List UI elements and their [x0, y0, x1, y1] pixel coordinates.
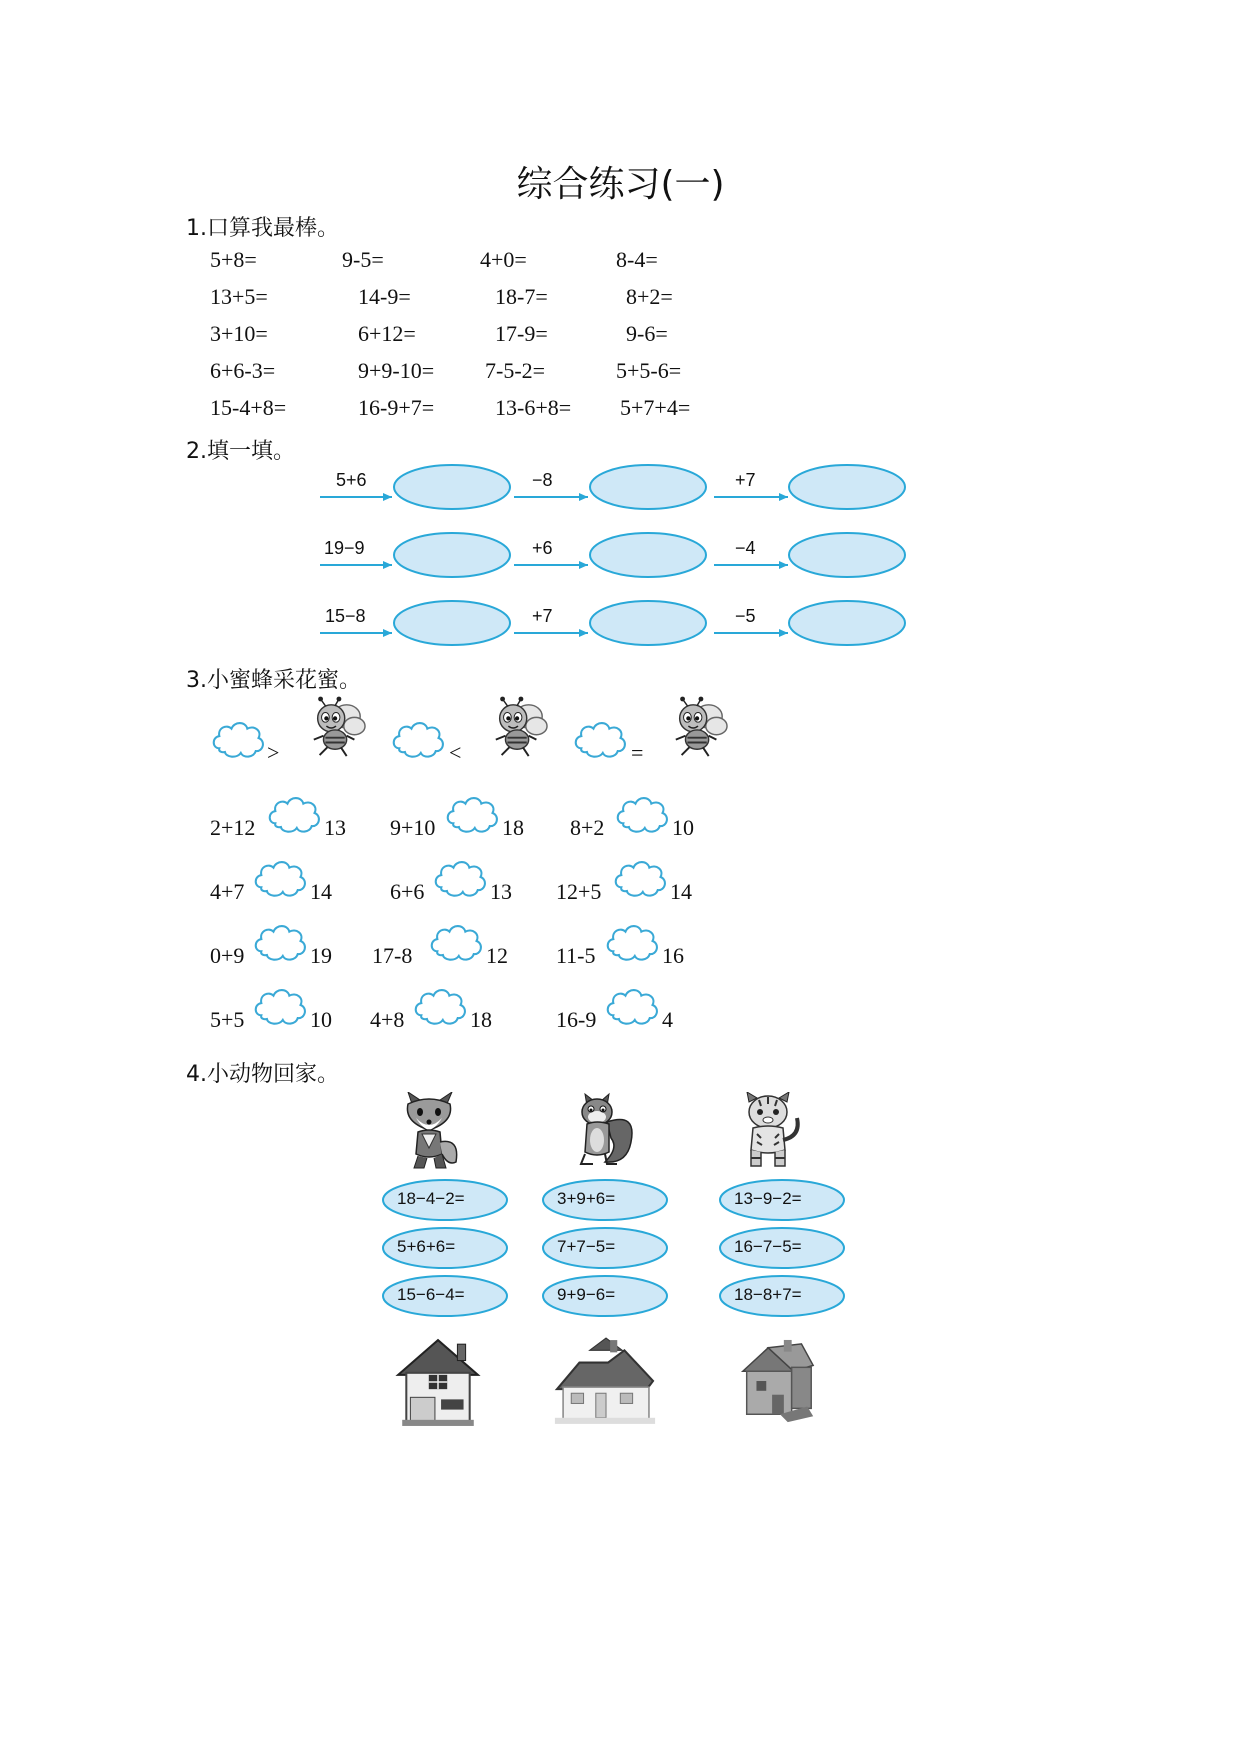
compare-right-number: 4 [662, 1007, 673, 1032]
arithmetic-problem[interactable]: 9-6= [626, 321, 668, 346]
chain-operation-label: −8 [532, 470, 553, 490]
compare-left-expression: 2+12 [210, 815, 256, 840]
arithmetic-problem[interactable]: 6+6-3= [210, 358, 276, 383]
page-title: 综合练习(一) [516, 164, 725, 205]
arithmetic-problem[interactable]: 5+5-6= [616, 358, 682, 383]
compare-left-expression: 4+7 [210, 879, 245, 904]
arithmetic-problem[interactable]: 6+12= [358, 321, 416, 346]
compare-right-number: 10 [310, 1007, 332, 1032]
arithmetic-problem[interactable]: 8-4= [616, 247, 658, 272]
chain-operation-label: +7 [532, 606, 553, 626]
arithmetic-problem[interactable]: 17-9= [495, 321, 548, 346]
arithmetic-problem[interactable]: 8+2= [626, 284, 673, 309]
arithmetic-problem[interactable]: 13+5= [210, 284, 268, 309]
chain-operation-label: +6 [532, 538, 553, 558]
section3-heading: 3.小蜜蜂采花蜜。 [186, 668, 361, 693]
problem-expression: 7+7−5= [557, 1237, 616, 1256]
arithmetic-problem[interactable]: 9-5= [342, 247, 384, 272]
cottage-icon [733, 1336, 821, 1428]
arithmetic-problem[interactable]: 15-4+8= [210, 395, 287, 420]
chain-operation-label: +7 [735, 470, 756, 490]
problem-expression: 18−4−2= [397, 1189, 465, 1208]
chain-operation-label: 15−8 [325, 606, 366, 626]
compare-right-number: 14 [310, 879, 332, 904]
compare-left-expression: 17-8 [372, 943, 413, 968]
compare-left-expression: 4+8 [370, 1007, 405, 1032]
compare-left-expression: 0+9 [210, 943, 245, 968]
compare-right-number: 13 [490, 879, 512, 904]
arithmetic-problem[interactable]: 14-9= [358, 284, 411, 309]
compare-right-number: 19 [310, 943, 332, 968]
compare-right-number: 12 [486, 943, 508, 968]
problem-expression: 3+9+6= [557, 1189, 616, 1208]
compare-left-expression: 11-5 [556, 943, 596, 968]
compare-left-expression: 9+10 [390, 815, 436, 840]
compare-right-number: 14 [670, 879, 692, 904]
compare-left-expression: 8+2 [570, 815, 605, 840]
compare-left-expression: 6+6 [390, 879, 425, 904]
arithmetic-problem[interactable]: 9+9-10= [358, 358, 435, 383]
compare-right-number: 18 [502, 815, 524, 840]
problem-expression: 15−6−4= [397, 1285, 465, 1304]
chain-operation-label: 19−9 [324, 538, 365, 558]
comparison-sign: < [449, 740, 462, 765]
arithmetic-problem[interactable]: 5+7+4= [620, 395, 691, 420]
compare-left-expression: 5+5 [210, 1007, 245, 1032]
compare-right-number: 18 [470, 1007, 492, 1032]
compare-right-number: 13 [324, 815, 346, 840]
compare-right-number: 10 [672, 815, 694, 840]
arithmetic-problem[interactable]: 3+10= [210, 321, 268, 346]
villa-icon [543, 1336, 667, 1428]
chain-operation-label: −5 [735, 606, 756, 626]
chain-operation-label: −4 [735, 538, 756, 558]
compare-right-number: 16 [662, 943, 684, 968]
problem-expression: 13−9−2= [734, 1189, 802, 1208]
chain-operation-label: 5+6 [336, 470, 367, 490]
compare-left-expression: 16-9 [556, 1007, 597, 1032]
comparison-sign: = [631, 740, 644, 765]
house-icon [392, 1336, 484, 1428]
arithmetic-problem[interactable]: 18-7= [495, 284, 548, 309]
problem-expression: 16−7−5= [734, 1237, 802, 1256]
arithmetic-problem[interactable]: 4+0= [480, 247, 527, 272]
compare-left-expression: 12+5 [556, 879, 602, 904]
arithmetic-problem[interactable]: 7-5-2= [485, 358, 546, 383]
problem-expression: 9+9−6= [557, 1285, 616, 1304]
section4-heading: 4.小动物回家。 [186, 1062, 339, 1087]
arithmetic-problem[interactable]: 5+8= [210, 247, 257, 272]
problem-expression: 18−8+7= [734, 1285, 802, 1304]
arithmetic-problem[interactable]: 13-6+8= [495, 395, 572, 420]
problem-expression: 5+6+6= [397, 1237, 456, 1256]
arithmetic-problem[interactable]: 16-9+7= [358, 395, 435, 420]
section1-heading: 1.口算我最棒。 [186, 216, 339, 241]
comparison-sign: > [267, 740, 280, 765]
section2-heading: 2.填一填。 [186, 439, 295, 464]
